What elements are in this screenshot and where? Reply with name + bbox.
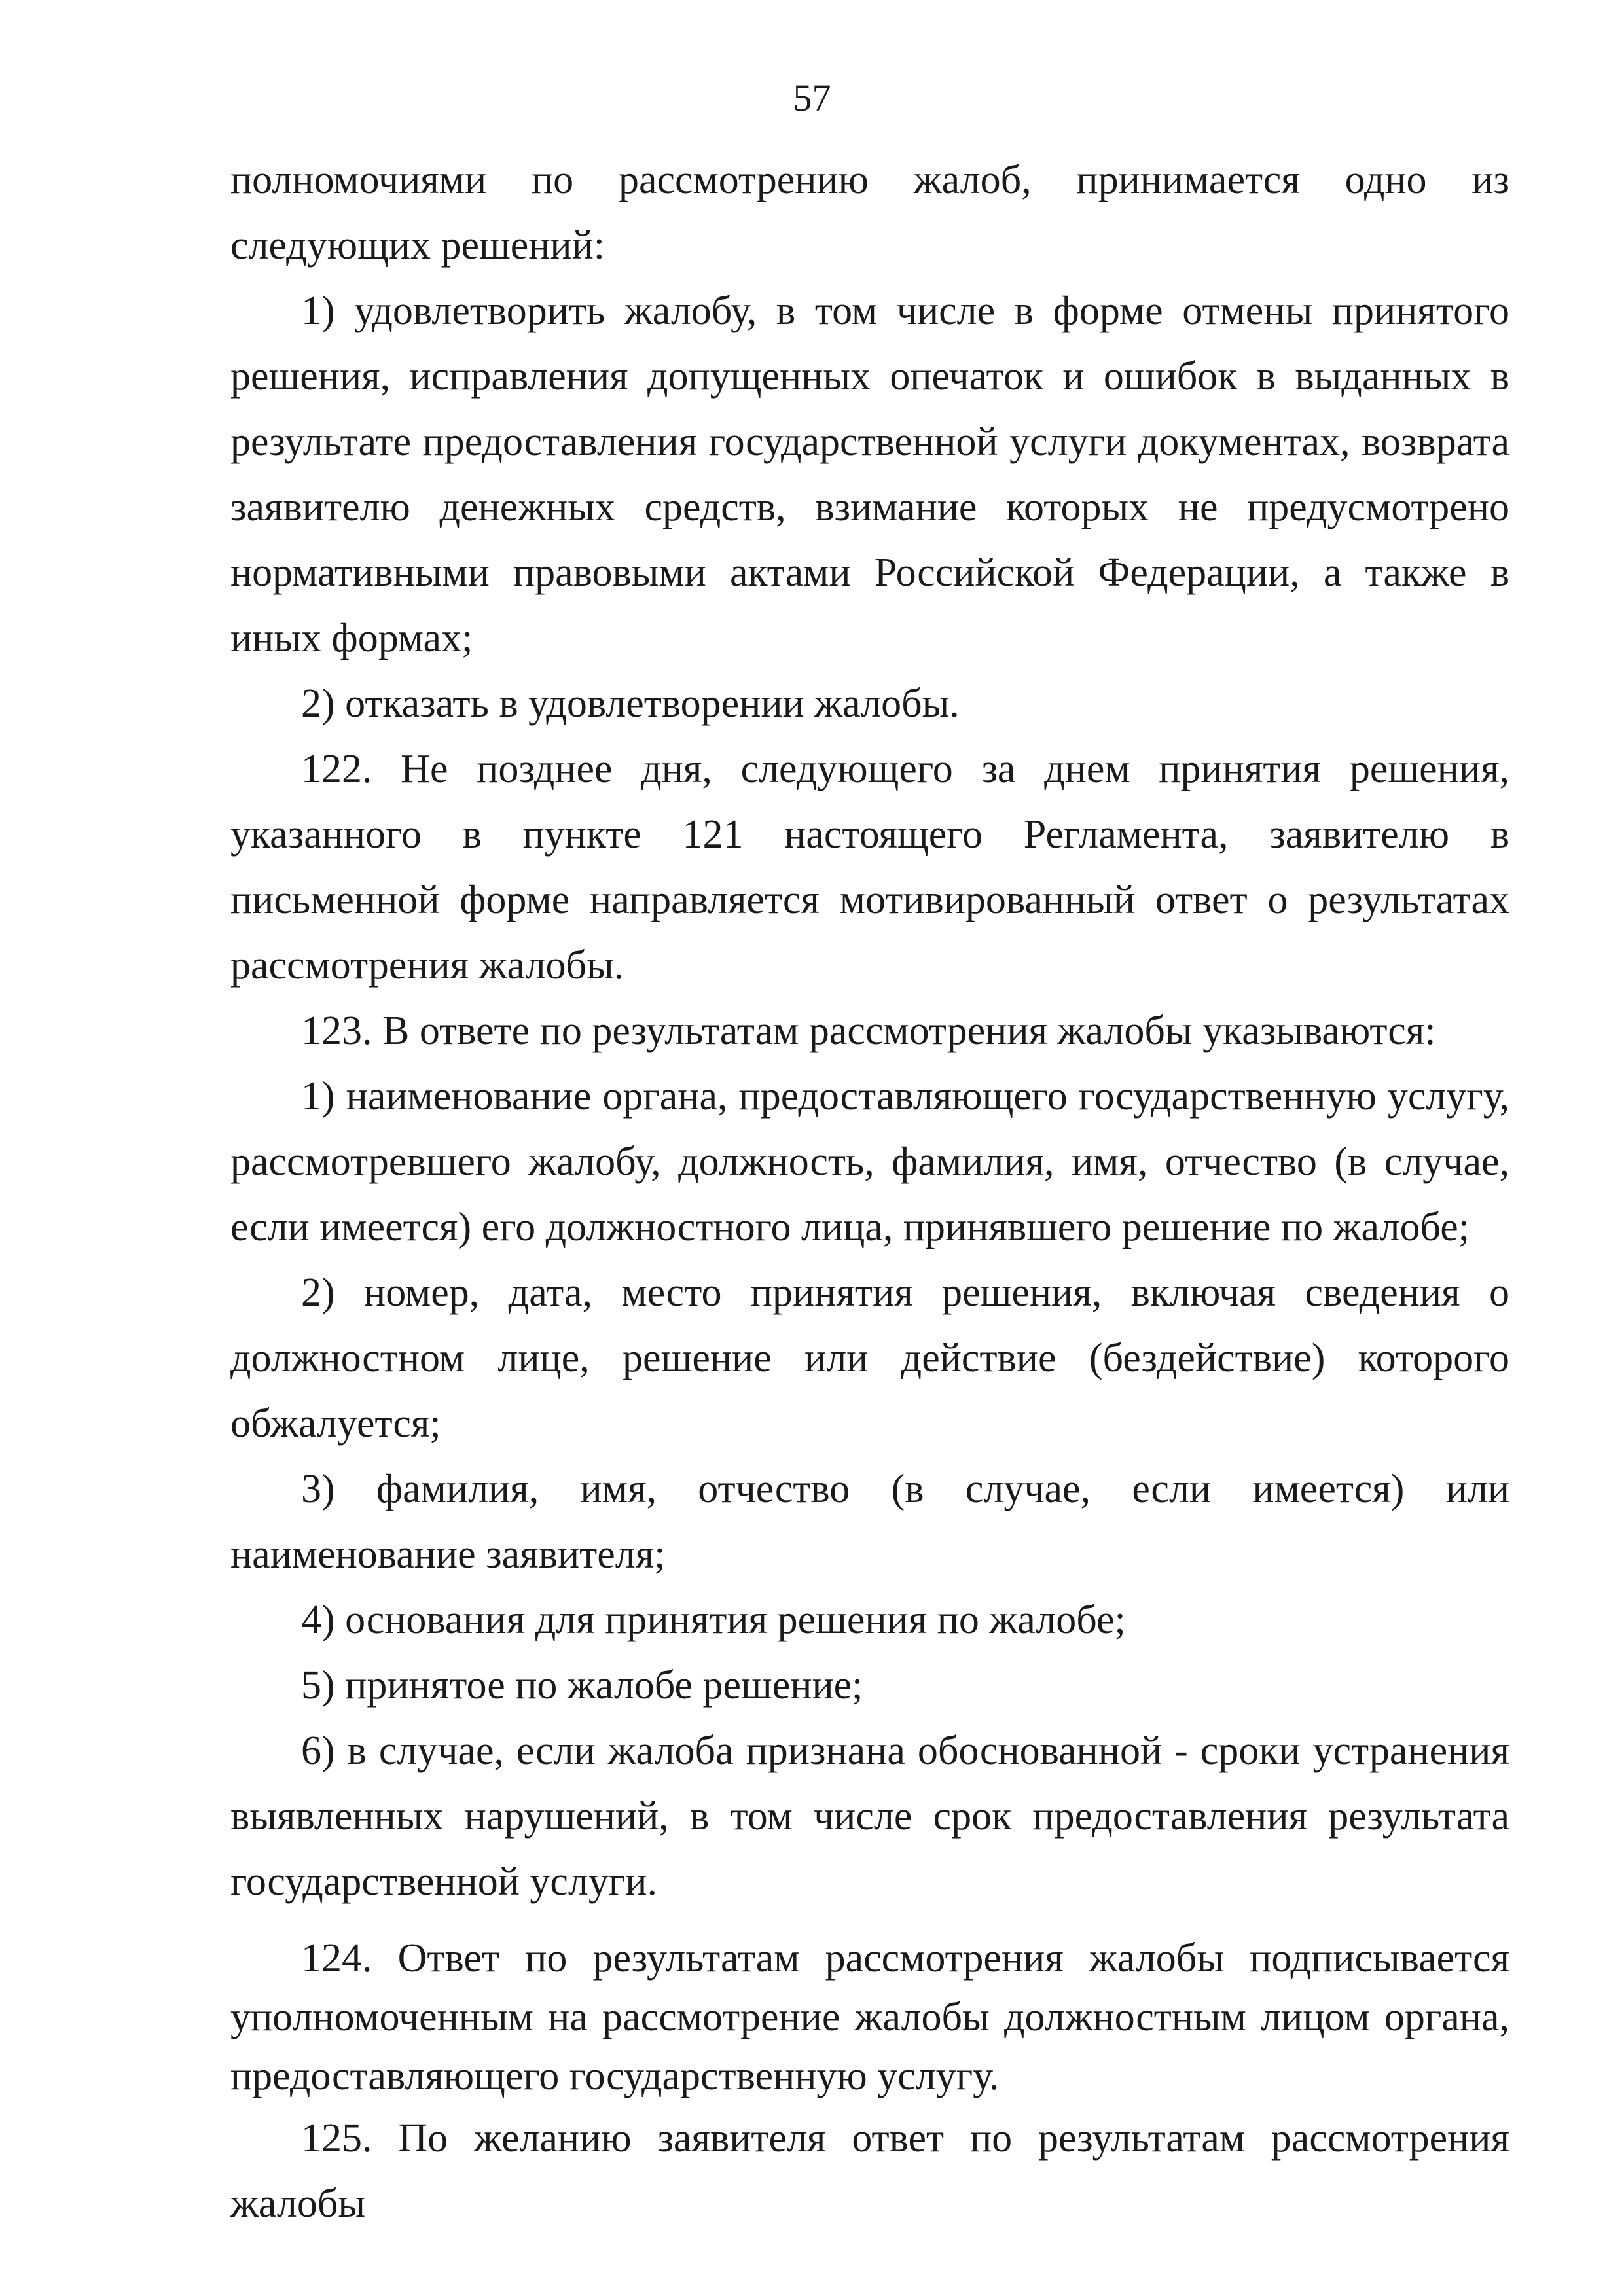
paragraph-decision-1: 1) удовлетворить жалобу, в том числе в форме отмены принятого решения, исправления допущенных опечаток и ошибок в выданных в результате предоставления государственной услуги документах, возврата заявителю денежных средств, взимание которых не предусмотрено нормативными правовыми актами Российской Федерации, а также в иных формах; bbox=[230, 289, 1509, 660]
paragraph-123-item-3: 3) фамилия, имя, отчество (в случае, если имеется) или наименование заявителя; bbox=[230, 1467, 1509, 1577]
paragraph-continuation: полномочиями по рассмотрению жалоб, принимается одно из следующих решений: bbox=[230, 158, 1509, 268]
paragraph-123-item-5: 5) принятое по жалобе решение; bbox=[301, 1663, 863, 1708]
paragraph-123-item-4: 4) основания для принятия решения по жалобе; bbox=[301, 1598, 1126, 1642]
paragraph-125: 125. По желанию заявителя ответ по результатам рассмотрения жалобы bbox=[230, 2116, 1509, 2226]
paragraph-123-item-6: 6) в случае, если жалоба признана обоснованной - сроки устранения выявленных нарушений, в том числе срок предоставления результата государственной услуги. bbox=[230, 1729, 1509, 1904]
paragraph-124: 124. Ответ по результатам рассмотрения жалобы подписывается уполномоченным на рассмотрение жалобы должностным лицом органа, предоставляющего государственную услугу. bbox=[230, 1936, 1509, 2098]
paragraph-123: 123. В ответе по результатам рассмотрения жалобы указываются: bbox=[301, 1009, 1436, 1053]
paragraph-123-item-2: 2) номер, дата, место принятия решения, включая сведения о должностном лице, решение или действие (бездействие) которого обжалуется; bbox=[230, 1270, 1509, 1446]
page-number: 57 bbox=[793, 77, 831, 119]
document-body bbox=[230, 147, 1509, 2236]
paragraph-122: 122. Не позднее дня, следующего за днем принятия решения, указанного в пункте 121 настоящего Регламента, заявителю в письменной форме направляется мотивированный ответ о результатах рассмотрения жалобы. bbox=[230, 747, 1509, 988]
paragraph-decision-2: 2) отказать в удовлетворении жалобы. bbox=[301, 681, 960, 726]
paragraph-123-item-1: 1) наименование органа, предоставляющего государственную услугу, рассмотревшего жалобу, должность, фамилия, имя, отчество (в случае, если имеется) его должностного лица, принявшего решение по жалобе; bbox=[230, 1074, 1509, 1249]
